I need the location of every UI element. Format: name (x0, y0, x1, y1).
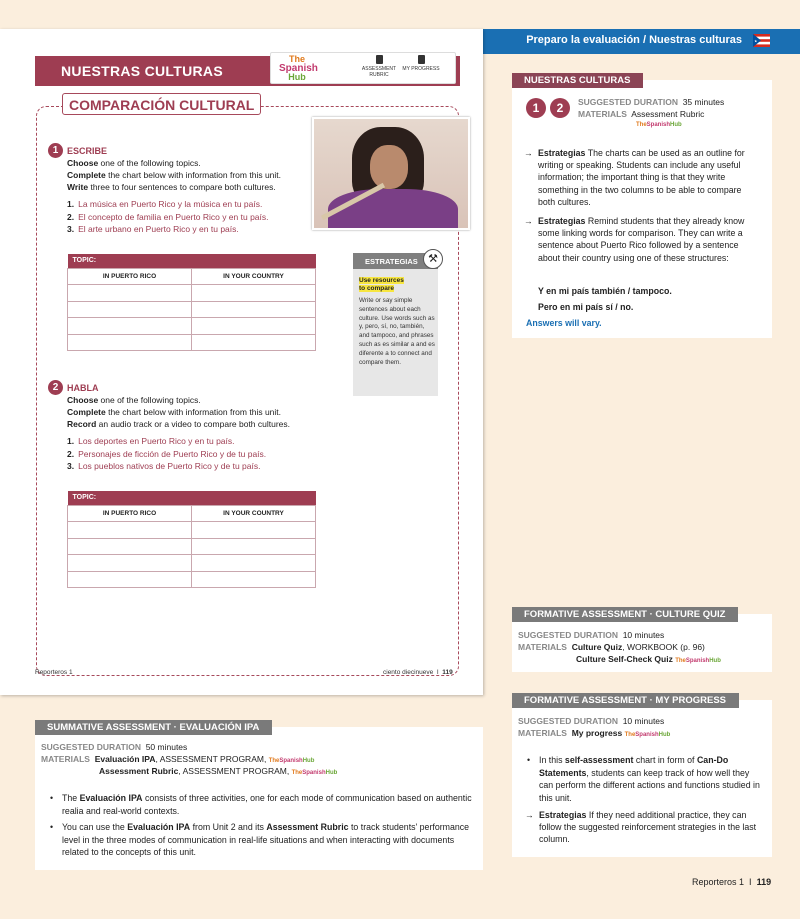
duration-row: SUGGESTED DURATION 10 minutes (518, 630, 665, 640)
nuestras-culturas-panel (512, 75, 772, 338)
escribe-topic-list (67, 198, 317, 236)
example-sentence-1: Y en mi país también / tampoco. (538, 286, 672, 296)
section-title: COMPARACIÓN CULTURAL (62, 93, 261, 115)
duration-row: SUGGESTED DURATION 50 minutes (41, 742, 188, 752)
table-row (68, 334, 316, 351)
topic-label: TOPIC: (68, 254, 316, 268)
habla-instructions: Choose one of the following topics. Complete the chart below with information from this unit. Record an audio track or a video to compare both cultures. (67, 395, 291, 429)
activity-number-2: 2 (550, 98, 570, 118)
col-header-your-country: IN YOUR COUNTRY (192, 505, 316, 522)
escribe-instructions: Choose one of the following topics. Complete the chart below with information from this unit. Write three to four sentences to compare both cultures. (67, 158, 282, 192)
activity-number-2: 2 (48, 380, 63, 395)
panel-tag: SUMMATIVE ASSESSMENT · EVALUACIÓN IPA (35, 720, 272, 735)
estrategias-highlight: Use resources to compare (359, 277, 404, 292)
activity-number-1: 1 (48, 143, 63, 158)
escribe-heading: ESCRIBE (67, 146, 108, 156)
summative-bullet-1: • The Evaluación IPA consists of three activities, one for each mode of communication based on authentic realia and real-world contexts. (50, 793, 472, 816)
list-item: 1. La música en Puerto Rico y la música en tu país. (67, 199, 263, 209)
list-item: 1. Los deportes en Puerto Rico y en tu país. (67, 436, 235, 446)
table-row (68, 301, 316, 318)
materials-row: MATERIALS My progress TheSpanishHub (518, 728, 671, 738)
estrategias-tab: ESTRATEGIAS (353, 253, 438, 269)
panel-tag: FORMATIVE ASSESSMENT · CULTURE QUIZ (512, 607, 738, 622)
table-row (68, 555, 316, 572)
comparison-chart-2 (67, 491, 316, 588)
list-item: 2. El concepto de familia en Puerto Rico y en tu país. (67, 211, 269, 222)
summative-bullet-2: • You can use the Evaluación IPA from Unit 2 and its Assessment Rubric to track students' performance level in the three modes of communication in real-life situations and when interacting with documents related to the concepts of this unit. (50, 822, 470, 857)
document-icon (376, 55, 383, 64)
student-footer-right: ciento diecinueve I 119 (383, 669, 453, 676)
estrategias-note-2: → Estrategias Remind students that they already know some linking words for comparison. They can write a sentence about Puerto Rico followed by a sentence about their country using one of these structures: (524, 216, 745, 263)
answers-note: Answers will vary. (526, 318, 602, 328)
student-page (0, 29, 483, 695)
document-icon (418, 55, 425, 64)
topic-label: TOPIC: (68, 491, 316, 505)
habla-heading: HABLA (67, 383, 99, 393)
wrench-icon: ⚒ (423, 249, 443, 269)
example-sentence-2: Pero en mi país sí / no. (538, 302, 634, 312)
section-header-title: Preparo la evaluación / Nuestras culturas (526, 34, 742, 46)
spanish-hub-logo[interactable]: TheSpanishHub (268, 758, 315, 764)
col-header-your-country: IN YOUR COUNTRY (192, 268, 316, 285)
col-header-puerto-rico: IN PUERTO RICO (68, 505, 192, 522)
panel-tag: FORMATIVE ASSESSMENT · MY PROGRESS (512, 693, 739, 708)
table-row (68, 318, 316, 335)
activity-number-1: 1 (526, 98, 546, 118)
duration-row: SUGGESTED DURATION 10 minutes (518, 716, 665, 726)
banner-title: NUESTRAS CULTURAS (61, 63, 223, 79)
my-progress-panel (512, 695, 772, 857)
habla-topic-list (67, 435, 327, 473)
list-item: 3. El arte urbano en Puerto Rico y en tu país. (67, 224, 239, 234)
panel-tag: NUESTRAS CULTURAS (512, 73, 643, 88)
duration-row: SUGGESTED DURATION 35 minutes (578, 97, 725, 107)
comparison-chart-1 (67, 254, 316, 351)
student-footer-left: Reporteros 1 (35, 669, 73, 676)
spanish-hub-logo[interactable]: The Spanish Hub (279, 54, 318, 82)
estrategias-box (353, 253, 438, 396)
materials-row-2: Culture Self-Check Quiz TheSpanishHub (576, 654, 721, 664)
page-footer: Reporteros 1 I 119 (692, 877, 772, 887)
page-banner (35, 56, 460, 86)
summative-assessment-panel (35, 722, 483, 870)
estrategias-note-1: → Estrategias The charts can be used as an outline for writing or speaking. Students can include any useful information; the important thing is that they write something in the two columns to be able to compare both cultures. (524, 148, 745, 207)
spanish-hub-toolbar (270, 52, 456, 84)
my-progress-link[interactable]: MY PROGRESS (401, 55, 441, 72)
estrategias-note: → Estrategias If they need additional practice, they can follow the suggested reinforcement strategies in the last column. (525, 810, 757, 845)
col-header-puerto-rico: IN PUERTO RICO (68, 268, 192, 285)
materials-row: MATERIALS Assessment Rubric (578, 109, 705, 119)
puerto-rico-flag-icon (753, 34, 770, 47)
culture-quiz-panel (512, 609, 772, 672)
girl-photo (312, 117, 470, 230)
spanish-hub-logo[interactable]: TheSpanishHub (636, 122, 682, 128)
assessment-rubric-link[interactable]: ASSESSMENT RUBRIC (359, 55, 399, 78)
table-row (68, 538, 316, 555)
spanish-hub-logo[interactable]: TheSpanishHub (291, 770, 338, 776)
spanish-hub-logo[interactable]: TheSpanishHub (624, 732, 671, 738)
self-assessment-bullet: • In this self-assessment chart in form of Can-Do Statements, students can keep track of how well they can perform the different actions and functions studied in this unit. (527, 755, 760, 803)
table-row (68, 285, 316, 302)
table-row (68, 522, 316, 539)
section-header-bar (483, 29, 800, 54)
estrategias-text: Write or say simple sentences about each culture. Use words such as y, pero, sí, no, también, and tampoco, and phrases such as es similar a and es diferente a to connect and compare them. (359, 297, 435, 366)
list-item: 2. Personajes de ficción de Puerto Rico y de tu país. (67, 448, 267, 459)
table-row (68, 571, 316, 588)
materials-row: MATERIALS Evaluación IPA, ASSESSMENT PROGRAM, TheSpanishHub (41, 754, 315, 764)
list-item: 3. Los pueblos nativos de Puerto Rico y de tu país. (67, 461, 261, 471)
spanish-hub-logo[interactable]: TheSpanishHub (675, 658, 721, 664)
materials-row-2: Assessment Rubric, ASSESSMENT PROGRAM, TheSpanishHub (99, 766, 338, 776)
materials-row: MATERIALS Culture Quiz, WORKBOOK (p. 96) (518, 642, 705, 652)
